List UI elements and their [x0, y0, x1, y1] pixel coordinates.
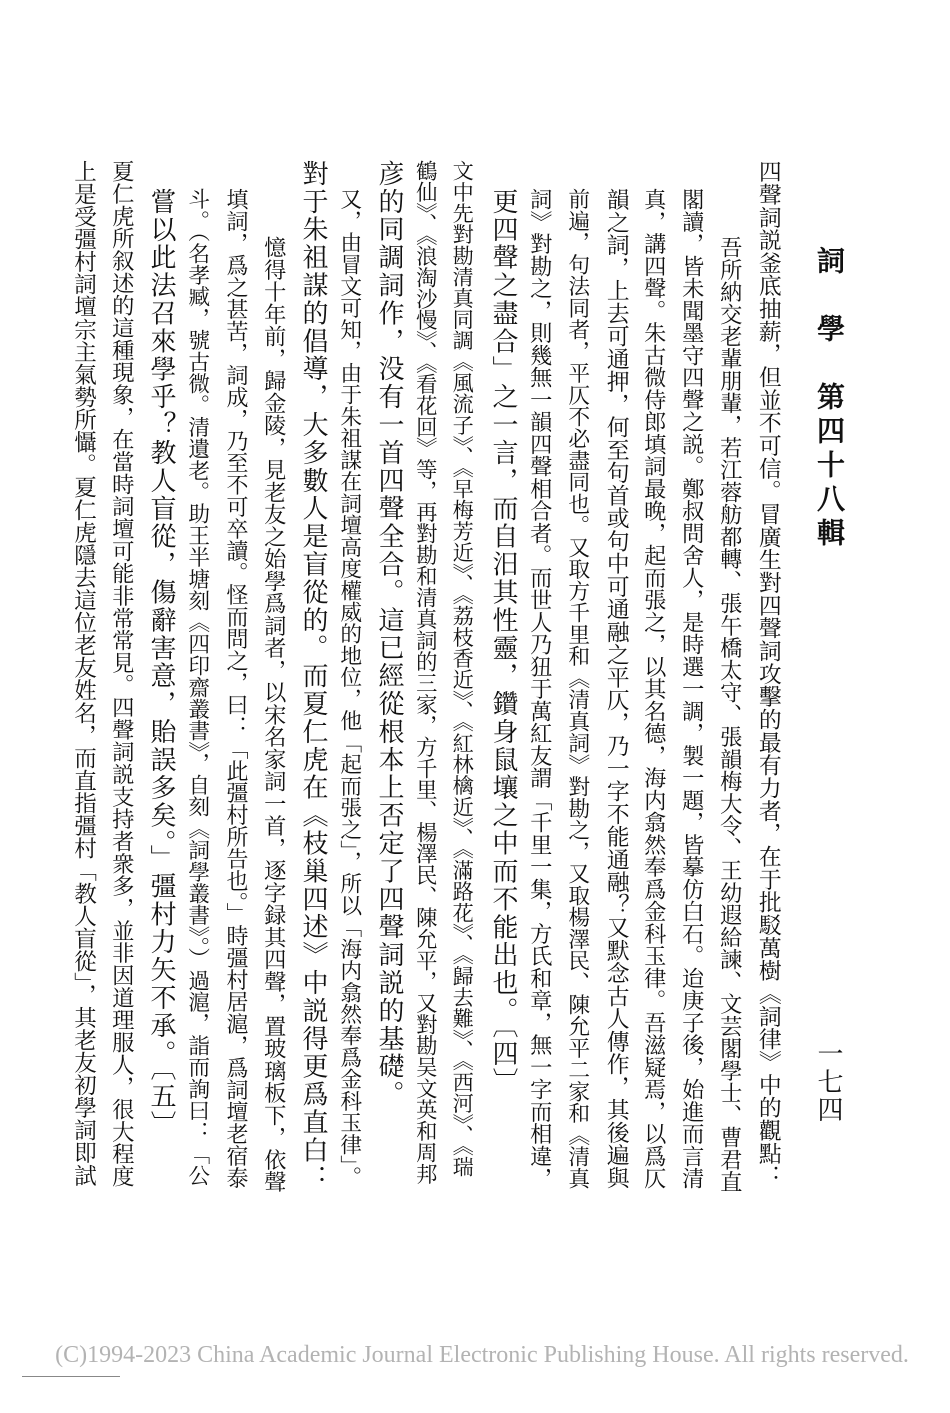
text-column-3: 鶴仙》、《浪淘沙慢》、《看花回》等，再對勘和清真詞的三家，方千里、楊澤民、陳允平，又對勘吴文英和周邦 — [412, 160, 438, 1185]
text-column-4: 彦的同調詞作，没有一首四聲全合。這已經從根本上否定了四聲詞説的基礎。 — [374, 160, 404, 1109]
quote-column-4: 韻之詞，上去可通押，何至句首或句中可通融之平仄，乃一字不能通融？又默念古人傳作，其後遍與 — [602, 188, 629, 1189]
quote-column-9: 填詞，爲之甚苦，詞成，乃至不可卒讀。怪而問之，曰：「此彊村所告也。」時彊村居滬，爲詞壇老宿泰 — [223, 188, 248, 1189]
quote-column-8: 憶得十年前，歸金陵，見老友之始學爲詞者，以宋名家詞一首，逐字録其四聲，置玻璃板下，依聲 — [260, 236, 287, 1193]
quote-column-5: 前遍，句法同者，平仄不必盡同也。又取方千里和《清真詞》對勘之，又取楊澤民、陳允平二家和《清真 — [564, 188, 590, 1189]
quote-column-11: 嘗以此法召來學乎？教人盲從，傷辭害意，貽誤多矣。」彊村力矢不承。〔五〕 — [146, 188, 176, 1139]
quote-column-3: 真，講四聲。朱古微侍郎填詞最晚，起而張之，以其名德，海内翕然奉爲金科玉律。吾滋疑焉，以爲仄 — [640, 188, 667, 1190]
footer-rule — [22, 1376, 120, 1377]
quote-column-6: 詞》對勘之，則幾無一韻四聲相合者。而世人乃狃于萬紅友謂「千里一集，方氏和章，無一字而相違， — [526, 188, 553, 1190]
quote-column-7: 更四聲之盡合」之一言，而自汨其性靈，鑽身鼠壤之中而不能出也。〔四〕 — [488, 188, 518, 1096]
quote-column-2: 閣讀，皆未聞墨守四聲之説。鄭叔問舍人，是時選一調，製一題，皆摹仿白石。迨庚子後，始進而言清 — [678, 188, 705, 1190]
quote-column-10: 斗。（名孝臧，號古微。清遺老。助王半塘刻《四印齋叢書》，自刻《詞學叢書》。）過滬，詣而詢曰：「公 — [184, 188, 210, 1187]
text-column-7: 夏仁虎所叙述的這種現象，在當時詞壇可能非常常見。四聲詞説支持者衆多，並非因道理服人，很大程度 — [108, 160, 135, 1188]
text-column-1: 四聲詞説釜底抽薪，但並不可信。冒廣生對四聲詞攻擊的最有力者，在于批駁萬樹《詞律》中的觀點： — [754, 160, 781, 1188]
running-header-title: 詞 學 第四十八輯 — [813, 246, 846, 552]
copyright-watermark: (C)1994-2023 China Academic Journal Electronic Publishing House. All rights reserved. — [55, 1342, 909, 1368]
text-column-8: 上是受彊村詞壇宗主氣勢所懾。夏仁虎隱去這位老友姓名，而直指彊村「教人盲從」，其老友初學詞即試 — [70, 160, 97, 1187]
text-column-5: 又，由冒文可知，由于朱祖謀在詞壇高度權威的地位，他「起而張之」，所以「海内翕然奉爲金科玉律」。 — [336, 188, 362, 1188]
page-number: 一七四 — [813, 1040, 843, 1124]
quote-column-1: 吾所納交老輩朋輩，若江蓉舫都轉、張午橋太守、張韻梅大令、王幼遐給諫、文芸閣學士、曹君直 — [716, 236, 743, 1193]
text-column-2: 文中先對勘清真同調《風流子》、《早梅芳近》、《荔枝香近》、《紅林檎近》、《滿路花》、《歸去難》、《西河》、《瑞 — [450, 160, 476, 1178]
text-column-6: 對于朱祖謀的倡導，大多數人是盲從的。而夏仁虎在《枝巢四述》中説得更爲直白： — [298, 160, 328, 1193]
